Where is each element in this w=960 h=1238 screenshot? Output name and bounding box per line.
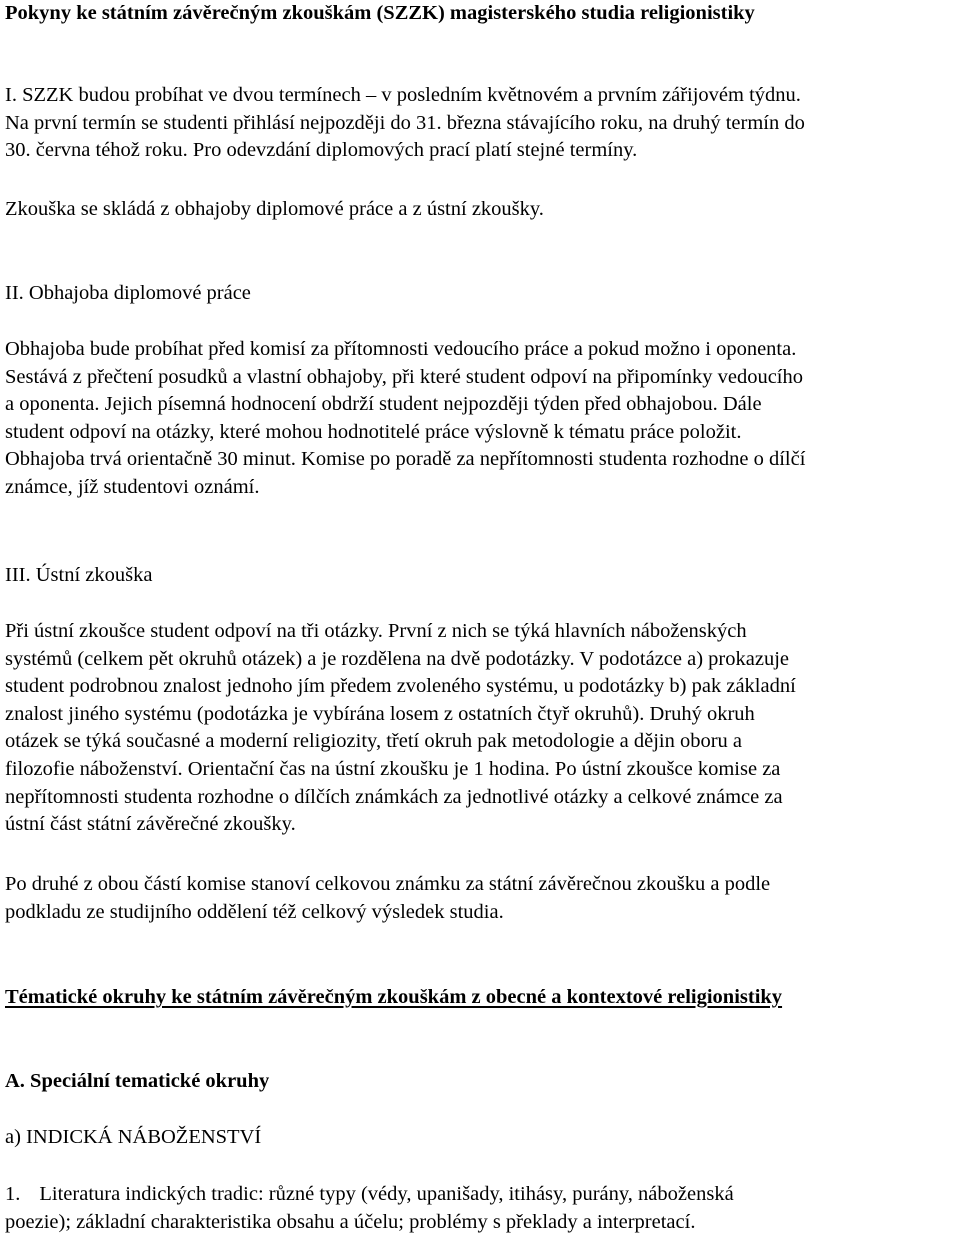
- exam-composition-note: Zkouška se skládá z obhajoby diplomové práce a z ústní zkoušky.: [5, 198, 544, 220]
- topic-item-text: Literatura indických tradic: různé typy (védy, upanišady, itihásy, purány, náboženská: [39, 1183, 734, 1205]
- terms-line: 30. června téhož roku. Pro odevzdání diplomových prací platí stejné termíny.: [5, 139, 638, 162]
- defense-line: známce, jíž studentovi oznámí.: [5, 475, 260, 498]
- topics-subheading: A. Speciální tematické okruhy: [5, 1070, 270, 1092]
- section-heading-oral-exam: III. Ústní zkouška: [5, 564, 153, 586]
- terms-line: Na první termín se studenti přihlásí nejpozději do 31. března stávajícího roku, na druhý termín do: [5, 111, 805, 134]
- topic-item-line: [5, 1181, 734, 1209]
- oral-exam-line: nepřítomnosti studenta rozhodne o dílčích známkách za jednotlivé otázky a celkové známce za: [5, 785, 783, 808]
- final-grade-paragraph: [5, 871, 770, 926]
- oral-exam-line: ústní část státní závěrečné zkoušky.: [5, 813, 296, 836]
- terms-line: I. SZZK budou probíhat ve dvou termínech – v posledním květnovém a prvním zářijovém týdnu.: [5, 84, 801, 106]
- topic-item-line: poezie); základní charakteristika obsahu a účelu; problémy s překlady a interpretací.: [5, 1210, 696, 1233]
- final-grade-line: Po druhé z obou částí komise stanoví celkovou známku za státní závěrečnou zkoušku a podle: [5, 873, 771, 895]
- oral-exam-line: systémů (celkem pět okruhů otázek) a je rozdělena na dvě podotázky. V podotázce a) prokazuje: [5, 647, 789, 670]
- oral-exam-line: otázek se týká současné a moderní religiozity, třetí okruh pak metodologie a dějin oboru a: [5, 730, 743, 753]
- oral-exam-paragraph: [5, 618, 796, 839]
- defense-paragraph: [5, 336, 805, 502]
- defense-line: Obhajoba trvá orientačně 30 minut. Komise po poradě za nepřítomnosti studenta rozhodne o dílčí: [5, 448, 806, 471]
- topic-item: [5, 1181, 734, 1236]
- defense-line: Sestává z přečtení posudků a vlastní obhajoby, při které student odpoví na připomínky vedoucího: [5, 365, 803, 388]
- final-grade-line: podkladu ze studijního oddělení též celkový výsledek studia.: [5, 900, 504, 923]
- terms-paragraph: [5, 82, 805, 165]
- oral-exam-line: filozofie náboženství. Orientační čas na ústní zkoušku je 1 hodina. Po ústní zkoušce komise za: [5, 757, 781, 780]
- section-heading-defense: II. Obhajoba diplomové práce: [5, 282, 251, 304]
- defense-line: student odpoví na otázky, které mohou hodnotitelé práce výslovně k tématu práce položit.: [5, 420, 742, 443]
- oral-exam-line: znalost jiného systému (podotázka je vybírána losem z ostatních čtyř okruhů). Druhý okruh: [5, 702, 755, 725]
- defense-line: Obhajoba bude probíhat před komisí za přítomnosti vedoucího práce a pokud možno i oponenta.: [5, 338, 797, 360]
- oral-exam-line: Při ústní zkoušce student odpoví na tři otázky. První z nich se týká hlavních náboženských: [5, 620, 747, 642]
- topic-category-indian-religions: a) INDICKÁ NÁBOŽENSTVÍ: [5, 1126, 262, 1148]
- topics-heading: Tématické okruhy ke státním závěrečným zkouškám z obecné a kontextové religionistiky: [5, 986, 783, 1008]
- topic-item-number: 1.: [5, 1183, 21, 1205]
- oral-exam-line: student podrobnou znalost jednoho jím předem zvoleného systému, u podotázky b) pak základní: [5, 675, 796, 698]
- defense-line: a oponenta. Jejich písemná hodnocení obdrží student nejpozději týden před obhajobou. Dále: [5, 393, 762, 416]
- document-title: Pokyny ke státním závěrečným zkouškám (SZZK) magisterského studia religionistiky: [5, 2, 755, 24]
